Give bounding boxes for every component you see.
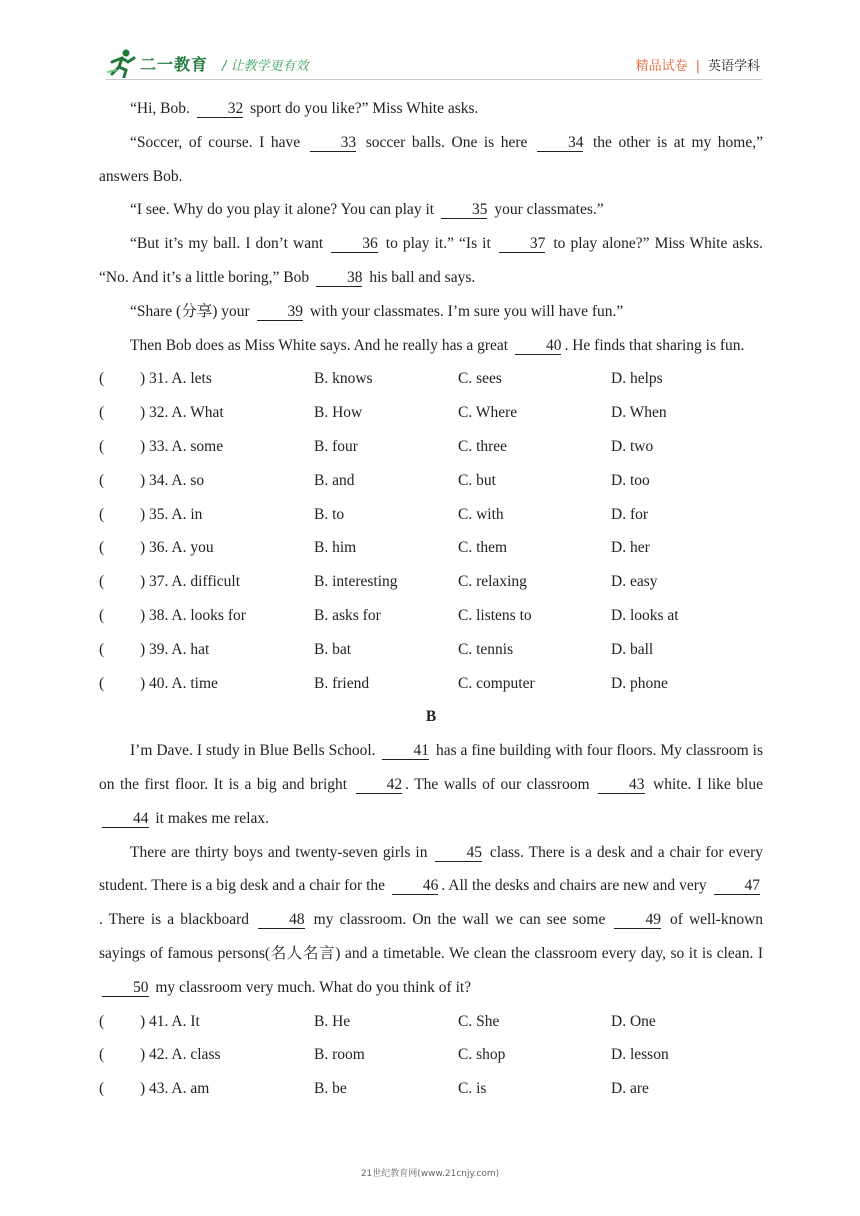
blank-37: 37 [499,236,546,253]
option-c: C. tennis [458,640,514,658]
option-a: ) 39. A. hat [140,640,210,658]
option-d: D. One [611,1012,656,1030]
passage-a-paragraph: “Soccer, of course. I have 33 soccer balls. One is here 34 the other is at my home,” answers Bob. [99,133,763,185]
answer-paren[interactable]: ( [99,674,105,692]
option-a: ) 42. A. class [140,1046,221,1064]
page-footer: 21世纪教育网(www.21cnjy.com) [360,1169,500,1179]
option-c: C. relaxing [458,573,527,591]
option-b: B. friend [314,674,370,692]
answer-paren[interactable]: ( [99,1080,105,1098]
option-b: B. knows [314,370,373,388]
option-c: C. Where [458,404,518,422]
option-d: D. lesson [611,1046,669,1064]
questions-b [99,1005,763,1106]
section-b-title: B [425,708,437,726]
option-d: D. are [611,1080,649,1098]
question-row [99,362,763,396]
header-subject: 英语学科 [707,59,760,74]
passage-b-paragraph: I’m Dave. I study in Blue Bells School. 41 has a fine building with four floors. My classroom is on the first floor. It is a big and bright 42 . The walls of our classroom 43 white. I like blue 44 it makes me relax. [99,742,763,827]
passage-a-paragraph: Then Bob does as Miss White says. And he really has a great 40 . He finds that sharing is fun. [130,336,745,354]
blank-35: 35 [441,202,488,219]
passage-a-paragraph: “I see. Why do you play it alone? You can play it 35 your classmates.” [130,201,604,219]
page-header [0,0,860,90]
header-badge: 精品试卷 [635,59,688,74]
option-d: D. two [611,437,654,455]
option-b: B. asks for [314,606,381,624]
option-d: D. her [611,539,650,557]
blank-50: 50 [102,980,149,997]
question-row [99,531,763,565]
option-a: ) 38. A. looks for [140,606,246,624]
answer-paren[interactable]: ( [99,539,105,557]
question-row [99,1038,763,1072]
answer-paren[interactable]: ( [99,471,105,489]
question-row [99,430,763,464]
option-d: D. helps [611,370,663,388]
answer-paren[interactable]: ( [99,573,105,591]
option-c: C. but [458,471,496,489]
blank-43: 43 [598,777,645,794]
blank-49: 49 [614,912,661,929]
answer-paren[interactable]: ( [99,606,105,624]
blank-33: 33 [310,135,357,152]
option-b: B. him [314,539,357,557]
question-row [99,633,763,667]
option-b: B. and [314,471,355,489]
option-c: C. three [458,437,508,455]
passage-a-paragraph: “But it’s my ball. I don’t want 36 to play it.” “Is it 37 to play alone?” Miss White asks. “No. And it’s a little boring,” Bob 38 his ball and says. [99,235,763,286]
header-slogan: / 让教学更有效 [222,59,309,74]
blank-44: 44 [102,811,149,828]
blank-46: 46 [392,878,439,895]
option-b: B. to [314,505,345,523]
blank-34: 34 [537,135,584,152]
option-a: ) 37. A. difficult [140,573,241,591]
option-c: C. shop [458,1046,506,1064]
blank-41: 41 [382,743,429,760]
option-a: ) 41. A. It [140,1012,200,1030]
option-a: ) 33. A. some [140,437,224,455]
option-c: C. sees [458,370,502,388]
option-a: ) 32. A. What [140,404,224,422]
answer-paren[interactable]: ( [99,404,105,422]
answer-paren[interactable]: ( [99,1046,105,1064]
blank-48: 48 [258,912,305,929]
option-d: D. too [611,471,650,489]
option-c: C. with [458,505,504,523]
blank-40: 40 [515,338,562,355]
answer-paren[interactable]: ( [99,437,105,455]
option-d: D. easy [611,573,658,591]
question-row [99,565,763,599]
question-row [99,667,763,701]
answer-paren[interactable]: ( [99,505,105,523]
option-a: ) 40. A. time [140,674,218,692]
question-row [99,464,763,498]
blank-45: 45 [435,845,482,862]
page-content [99,92,763,1106]
option-a: ) 36. A. you [140,539,214,557]
option-a: ) 43. A. am [140,1080,210,1098]
question-row [99,396,763,430]
option-b: B. be [314,1080,347,1098]
passage-b-paragraph: There are thirty boys and twenty-seven girls in 45 class. There is a desk and a chair for every student. There is a big desk and a chair for the 46 . All the desks and chairs are new and very 47. There is a blackboard 48 my classroom. On the wall we can see some 49 of well-known sayings of famous persons(名人名言) and a timetable. We clean the classroom every day, so it is clean. I 50 my classroom very much. What do you think of it? [99,843,764,996]
header-right [636,55,760,74]
questions-a [99,362,763,700]
option-b: B. He [314,1012,351,1030]
option-d: D. When [611,404,667,422]
blank-42: 42 [356,777,403,794]
option-c: C. computer [458,674,535,692]
option-d: D. phone [611,674,668,692]
option-c: C. She [458,1012,500,1030]
answer-paren[interactable]: ( [99,370,105,388]
question-row [99,599,763,633]
question-row [99,1072,763,1106]
blank-36: 36 [331,236,378,253]
option-b: B. bat [314,640,352,658]
passage-a-paragraph: “Hi, Bob. 32 sport do you like?” Miss White asks. [130,100,479,117]
answer-paren[interactable]: ( [99,1012,105,1030]
answer-paren[interactable]: ( [99,640,105,658]
blank-38: 38 [316,270,363,287]
question-row [99,498,763,532]
question-row [99,1005,763,1039]
logo [106,48,216,80]
option-a: ) 31. A. lets [140,370,212,388]
header-divider: | [695,59,700,74]
option-b: B. four [314,437,358,455]
blank-39: 39 [257,304,304,321]
option-c: C. is [458,1080,487,1098]
option-a: ) 34. A. so [140,471,205,489]
option-d: D. ball [611,640,654,658]
option-d: D. looks at [611,606,679,624]
blank-32: 32 [197,101,244,118]
option-d: D. for [611,505,649,523]
passage-a-paragraph: “Share (分享) your 39 with your classmates. I’m sure you will have fun.” [130,302,624,320]
option-b: B. interesting [314,573,398,591]
option-b: B. How [314,404,363,422]
logo-text: 二一教育 [140,55,209,74]
runner-logo-icon [106,48,138,78]
option-c: C. them [458,539,508,557]
blank-47: 47 [714,878,761,895]
option-c: C. listens to [458,606,532,624]
option-b: B. room [314,1046,365,1064]
option-a: ) 35. A. in [140,505,203,523]
header-rule [106,79,762,80]
